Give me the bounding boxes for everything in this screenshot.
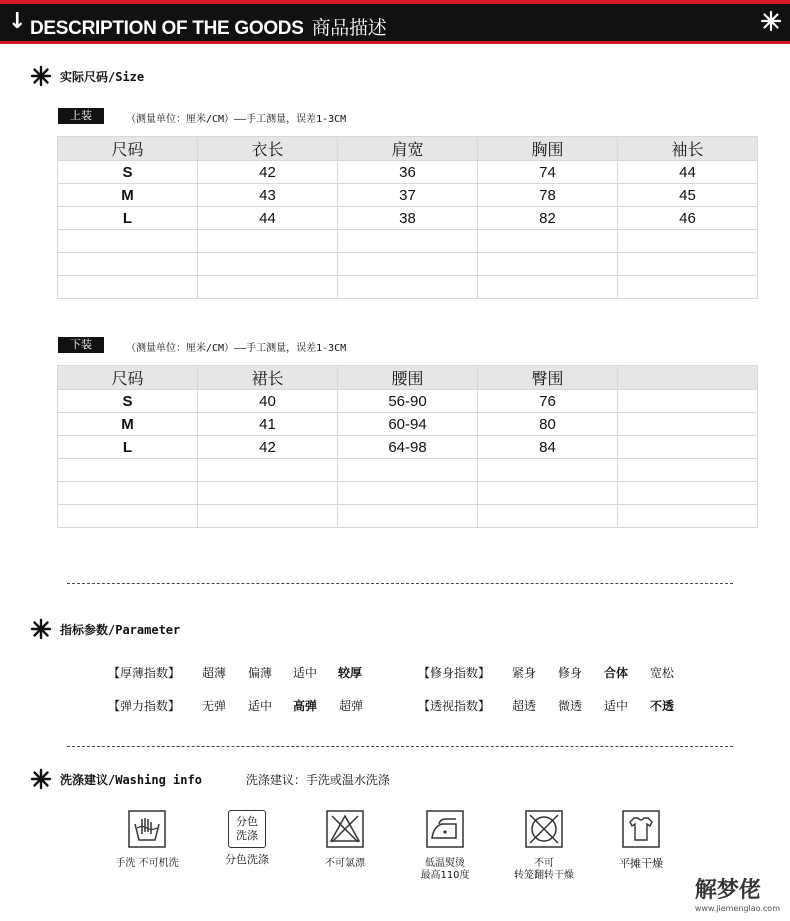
table-row (58, 184, 758, 207)
column-header: 肩宽 (338, 137, 478, 161)
table-cell: 64-98 (338, 436, 478, 459)
table-cell (618, 505, 758, 528)
table-cell (618, 482, 758, 505)
table-cell: L (58, 436, 198, 459)
table-row (58, 253, 758, 276)
table-cell (58, 505, 198, 528)
table-cell (618, 253, 758, 276)
table-cell (478, 482, 618, 505)
header-banner (0, 0, 790, 44)
table-cell (478, 253, 618, 276)
table-cell: 43 (198, 184, 338, 207)
table-cell: 37 (338, 184, 478, 207)
table-cell (618, 459, 758, 482)
table-cell (618, 436, 758, 459)
snowflake-icon (30, 65, 52, 87)
top-tag: 上装 (58, 108, 104, 124)
table-row (58, 276, 758, 299)
table-cell: 76 (478, 390, 618, 413)
divider (67, 746, 733, 747)
column-header (618, 366, 758, 390)
table-cell: 40 (198, 390, 338, 413)
table-cell: 45 (618, 184, 758, 207)
flat-dry-icon (622, 810, 660, 848)
column-header: 衣长 (198, 137, 338, 161)
table-cell (58, 459, 198, 482)
hand-wash-icon (128, 810, 166, 848)
wash-section-heading: 洗涤建议/Washing info 洗涤建议：手洗或温水洗涤 (30, 767, 390, 791)
wash-item-hand-wash: 手洗 不可机洗 (92, 810, 202, 870)
table-cell (58, 253, 198, 276)
table-cell (618, 390, 758, 413)
table-cell: S (58, 390, 198, 413)
table-cell (198, 276, 338, 299)
top-size-table (57, 136, 758, 299)
table-cell (198, 482, 338, 505)
wash-item-no-tumble-dry: 不可 转笼翻转干燥 (489, 810, 599, 882)
table-cell: 38 (338, 207, 478, 230)
wash-item-flat-dry: 平摊干燥 (586, 810, 696, 870)
table-row (58, 413, 758, 436)
bottom-unit-note: （测量单位：厘米/CM）——手工测量，误差1-3CM (126, 343, 347, 354)
table-cell: M (58, 184, 198, 207)
param-section-heading: 指标参数/Parameter (30, 617, 180, 641)
table-cell: L (58, 207, 198, 230)
wash-item-low-iron: 低温熨烫 最高110度 (390, 810, 500, 882)
table-cell (338, 230, 478, 253)
table-cell (58, 276, 198, 299)
table-cell (478, 459, 618, 482)
column-header: 胸围 (478, 137, 618, 161)
table-row (58, 436, 758, 459)
table-cell: 84 (478, 436, 618, 459)
snowflake-icon (30, 768, 52, 790)
column-header: 尺码 (58, 366, 198, 390)
table-cell (58, 482, 198, 505)
table-cell: M (58, 413, 198, 436)
table-cell: 44 (198, 207, 338, 230)
table-cell: 82 (478, 207, 618, 230)
table-cell (58, 230, 198, 253)
divider (67, 583, 733, 584)
table-cell (198, 459, 338, 482)
column-header: 尺码 (58, 137, 198, 161)
table-cell (478, 230, 618, 253)
column-header: 腰围 (338, 366, 478, 390)
table-cell (338, 459, 478, 482)
table-cell (338, 276, 478, 299)
table-cell: 36 (338, 161, 478, 184)
table-cell: S (58, 161, 198, 184)
table-cell (198, 253, 338, 276)
header-title: DESCRIPTION OF THE GOODS 商品描述 (30, 17, 387, 39)
table-cell (198, 505, 338, 528)
table-cell: 56-90 (338, 390, 478, 413)
size-section-heading: 实际尺码/Size (30, 64, 144, 88)
table-cell: 44 (618, 161, 758, 184)
table-row (58, 459, 758, 482)
column-header: 臀围 (478, 366, 618, 390)
bottom-size-table (57, 365, 758, 528)
table-row (58, 505, 758, 528)
no-tumble-dry-icon (525, 810, 563, 848)
iron-icon (426, 810, 464, 848)
table-cell: 60-94 (338, 413, 478, 436)
table-cell (618, 276, 758, 299)
table-cell (618, 230, 758, 253)
table-row (58, 390, 758, 413)
table-cell (478, 276, 618, 299)
table-row (58, 230, 758, 253)
wash-advice: 洗涤建议：手洗或温水洗涤 (245, 772, 390, 787)
snowflake-icon (30, 618, 52, 640)
table-cell (478, 505, 618, 528)
table-cell (198, 230, 338, 253)
table-row (58, 482, 758, 505)
table-cell: 41 (198, 413, 338, 436)
table-cell: 42 (198, 161, 338, 184)
table-cell (338, 505, 478, 528)
no-bleach-icon (326, 810, 364, 848)
table-row (58, 161, 758, 184)
table-cell: 80 (478, 413, 618, 436)
table-cell (338, 482, 478, 505)
column-header: 袖长 (618, 137, 758, 161)
separate-wash-icon: 分色 洗涤 (228, 810, 266, 848)
column-header: 裙长 (198, 366, 338, 390)
wash-item-separate: 分色 洗涤 分色洗涤 (192, 810, 302, 866)
bottom-tag: 下装 (58, 337, 104, 353)
table-cell (338, 253, 478, 276)
table-cell: 42 (198, 436, 338, 459)
watermark: 解梦佬 www.jiemenglao.com (694, 878, 780, 913)
top-unit-note: （测量单位：厘米/CM）——手工测量，误差1-3CM (126, 114, 347, 125)
table-cell: 78 (478, 184, 618, 207)
table-row (58, 207, 758, 230)
snowflake-icon (760, 10, 782, 32)
table-cell: 46 (618, 207, 758, 230)
down-arrow-icon: ↓ (8, 9, 27, 34)
table-cell: 74 (478, 161, 618, 184)
wash-item-no-bleach: 不可氯漂 (290, 810, 400, 870)
table-cell (618, 413, 758, 436)
